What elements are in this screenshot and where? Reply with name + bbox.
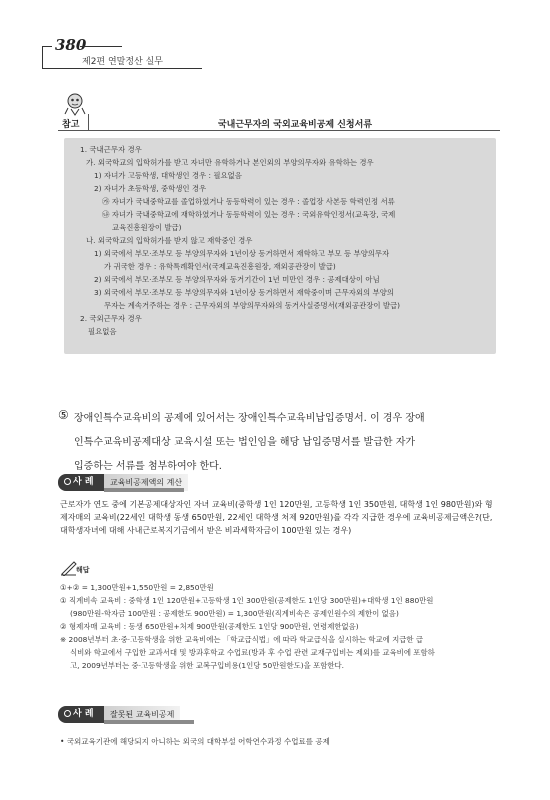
- pencil-icon: [64, 478, 71, 485]
- box-line: ㉯ 자녀가 국내중학교에 재학하였거나 동등학력이 있는 경우 : 국외유학인정서(교육장, 국제: [102, 210, 396, 219]
- box-line: 필요없음: [88, 327, 117, 336]
- pencil-icon: [64, 710, 71, 717]
- header-rule: [42, 68, 202, 69]
- reference-rule: [58, 130, 500, 131]
- answer-line: (980만원-학자금 100만원 : 공제한도 900만원) = 1,300만원(직계비속은 공제인원수의 제한이 없음): [70, 609, 399, 618]
- reference-label: 참고: [62, 120, 80, 130]
- answer-label: 해답: [76, 566, 90, 574]
- answer-line: ② 형제자매 교육비 : 동생 650만원+처제 900만원(공제한도 1인당 900만원, 연령제한없음): [60, 622, 359, 631]
- reference-divider: [88, 114, 89, 130]
- case-title: 잘못된 교육비공제: [104, 706, 180, 723]
- case-badge: 사 례: [58, 474, 104, 491]
- paragraph-line: 장애인특수교육비의 공제에 있어서는 장애인특수교육비납입증명서. 이 경우 장애: [74, 413, 425, 424]
- box-line: 3) 외국에서 부모·조부모 등 부양의무자와 1년이상 동거하면서 재학중이며 근무자외의 부양의: [94, 288, 394, 297]
- box-line: 1) 자녀가 고등학생, 대학생인 경우 : 필요없음: [94, 171, 242, 180]
- paragraph-line: 입증하는 서류를 첨부하여야 한다.: [74, 461, 222, 472]
- reference-box: [64, 138, 496, 354]
- box-line: 2) 외국에서 부모·조부모 등 부양의무자와 동거기간이 1년 미만인 경우 : 공제대상이 아님: [94, 275, 380, 284]
- box-line: 나. 외국학교의 입학허가를 받지 않고 재학중인 경우: [86, 236, 253, 245]
- answer-line: ① 직계비속 교육비 : 중학생 1인 120만원+고등학생 1인 300만원(공제한도 1인당 300만원)+대학생 1인 880만원: [60, 596, 434, 605]
- box-line: 1) 외국에서 부모·조부모 등 부양의무자와 1년이상 동거하면서 재학하고 부모 등 부양의무자: [94, 249, 390, 258]
- answer-line: ※ 2008년부터 초·중·고등학생을 위한 교육비에는 「학교급식법」에 따라 학교급식을 실시하는 학교에 지급한 급: [60, 635, 424, 644]
- box-line: 무자는 계속거주하는 경우 : 근무자외의 부양의무자와의 동거사실증명서(재외공관장이 발급): [104, 301, 401, 310]
- box-line: ㉮ 자녀가 국내중학교를 졸업하였거나 동등학력이 있는 경우 : 졸업장 사본등 학력인정 서류: [102, 197, 395, 206]
- box-line: 2) 자녀가 초등학생, 중학생인 경우: [94, 184, 207, 193]
- header-rule: [42, 46, 52, 47]
- case-title: 교육비공제액의 계산: [104, 474, 188, 491]
- answer-line: 식비와 학교에서 구입한 교과서대 및 방과후학교 수업료(방과 후 수업 관련 교재구입비는 제외)를 교육비에 포함하: [70, 648, 435, 657]
- box-line: 가 귀국한 경우 : 유학특례확인서(국제교육진흥원장, 재외공관장이 발급): [104, 262, 336, 271]
- reference-title: 국내근무자의 국외교육비공제 신청서류: [217, 120, 373, 130]
- paragraph-line: 인특수교육비공제대상 교육시설 또는 법인임을 해당 납입증명서를 발급한 자가: [74, 437, 416, 448]
- case-title-bar: [104, 720, 194, 724]
- box-line: 가. 외국학교의 입학허가를 받고 자녀만 유학하거나 본인외의 부양의무자와 유학하는 경우: [86, 158, 374, 167]
- box-line: 교육진흥원장이 발급): [112, 223, 182, 232]
- answer-line: ①+② = 1,300만원+1,550만원 = 2,850만원: [60, 583, 214, 592]
- reference-character-icon: [62, 92, 88, 116]
- box-line: 2. 국외근무자 경우: [80, 314, 142, 323]
- case-badge: 사 례: [58, 706, 104, 723]
- bullet-item: • 국외교육기관에 해당되지 아니하는 외국의 대학부설 어학연수과정 수업료를 공제: [60, 737, 330, 746]
- page-number: 380: [55, 36, 87, 54]
- header-rule: [80, 46, 122, 47]
- box-line: 1. 국내근무자 경우: [80, 145, 142, 154]
- paragraph-number: ⑤: [58, 408, 69, 422]
- header-rule: [42, 46, 43, 68]
- chapter-title: 제2편 연말정산 실무: [82, 57, 164, 67]
- answer-line: 고, 2009년부터는 중·고등학생을 위한 교복구입비용(1인당 50만원한도)을 포함한다.: [70, 661, 345, 670]
- case-title-bar: [104, 488, 184, 492]
- case-question: 근로자가 연도 중에 기본공제대상자인 자녀 교육비(중학생 1인 120만원, 고등학생 1인 350만원, 대학생 1인 980만원)와 형제자매의 교육비(22세인 대학생 동생 650만원, 22세인 대학생 처제 920만원)를 각각 지급한 경우에 교육비공제금액은?(단, 대학생자녀에 대해 사내근로복지기금에서 받은 비과세학자금이 100만원 있는 경우): [60, 500, 493, 535]
